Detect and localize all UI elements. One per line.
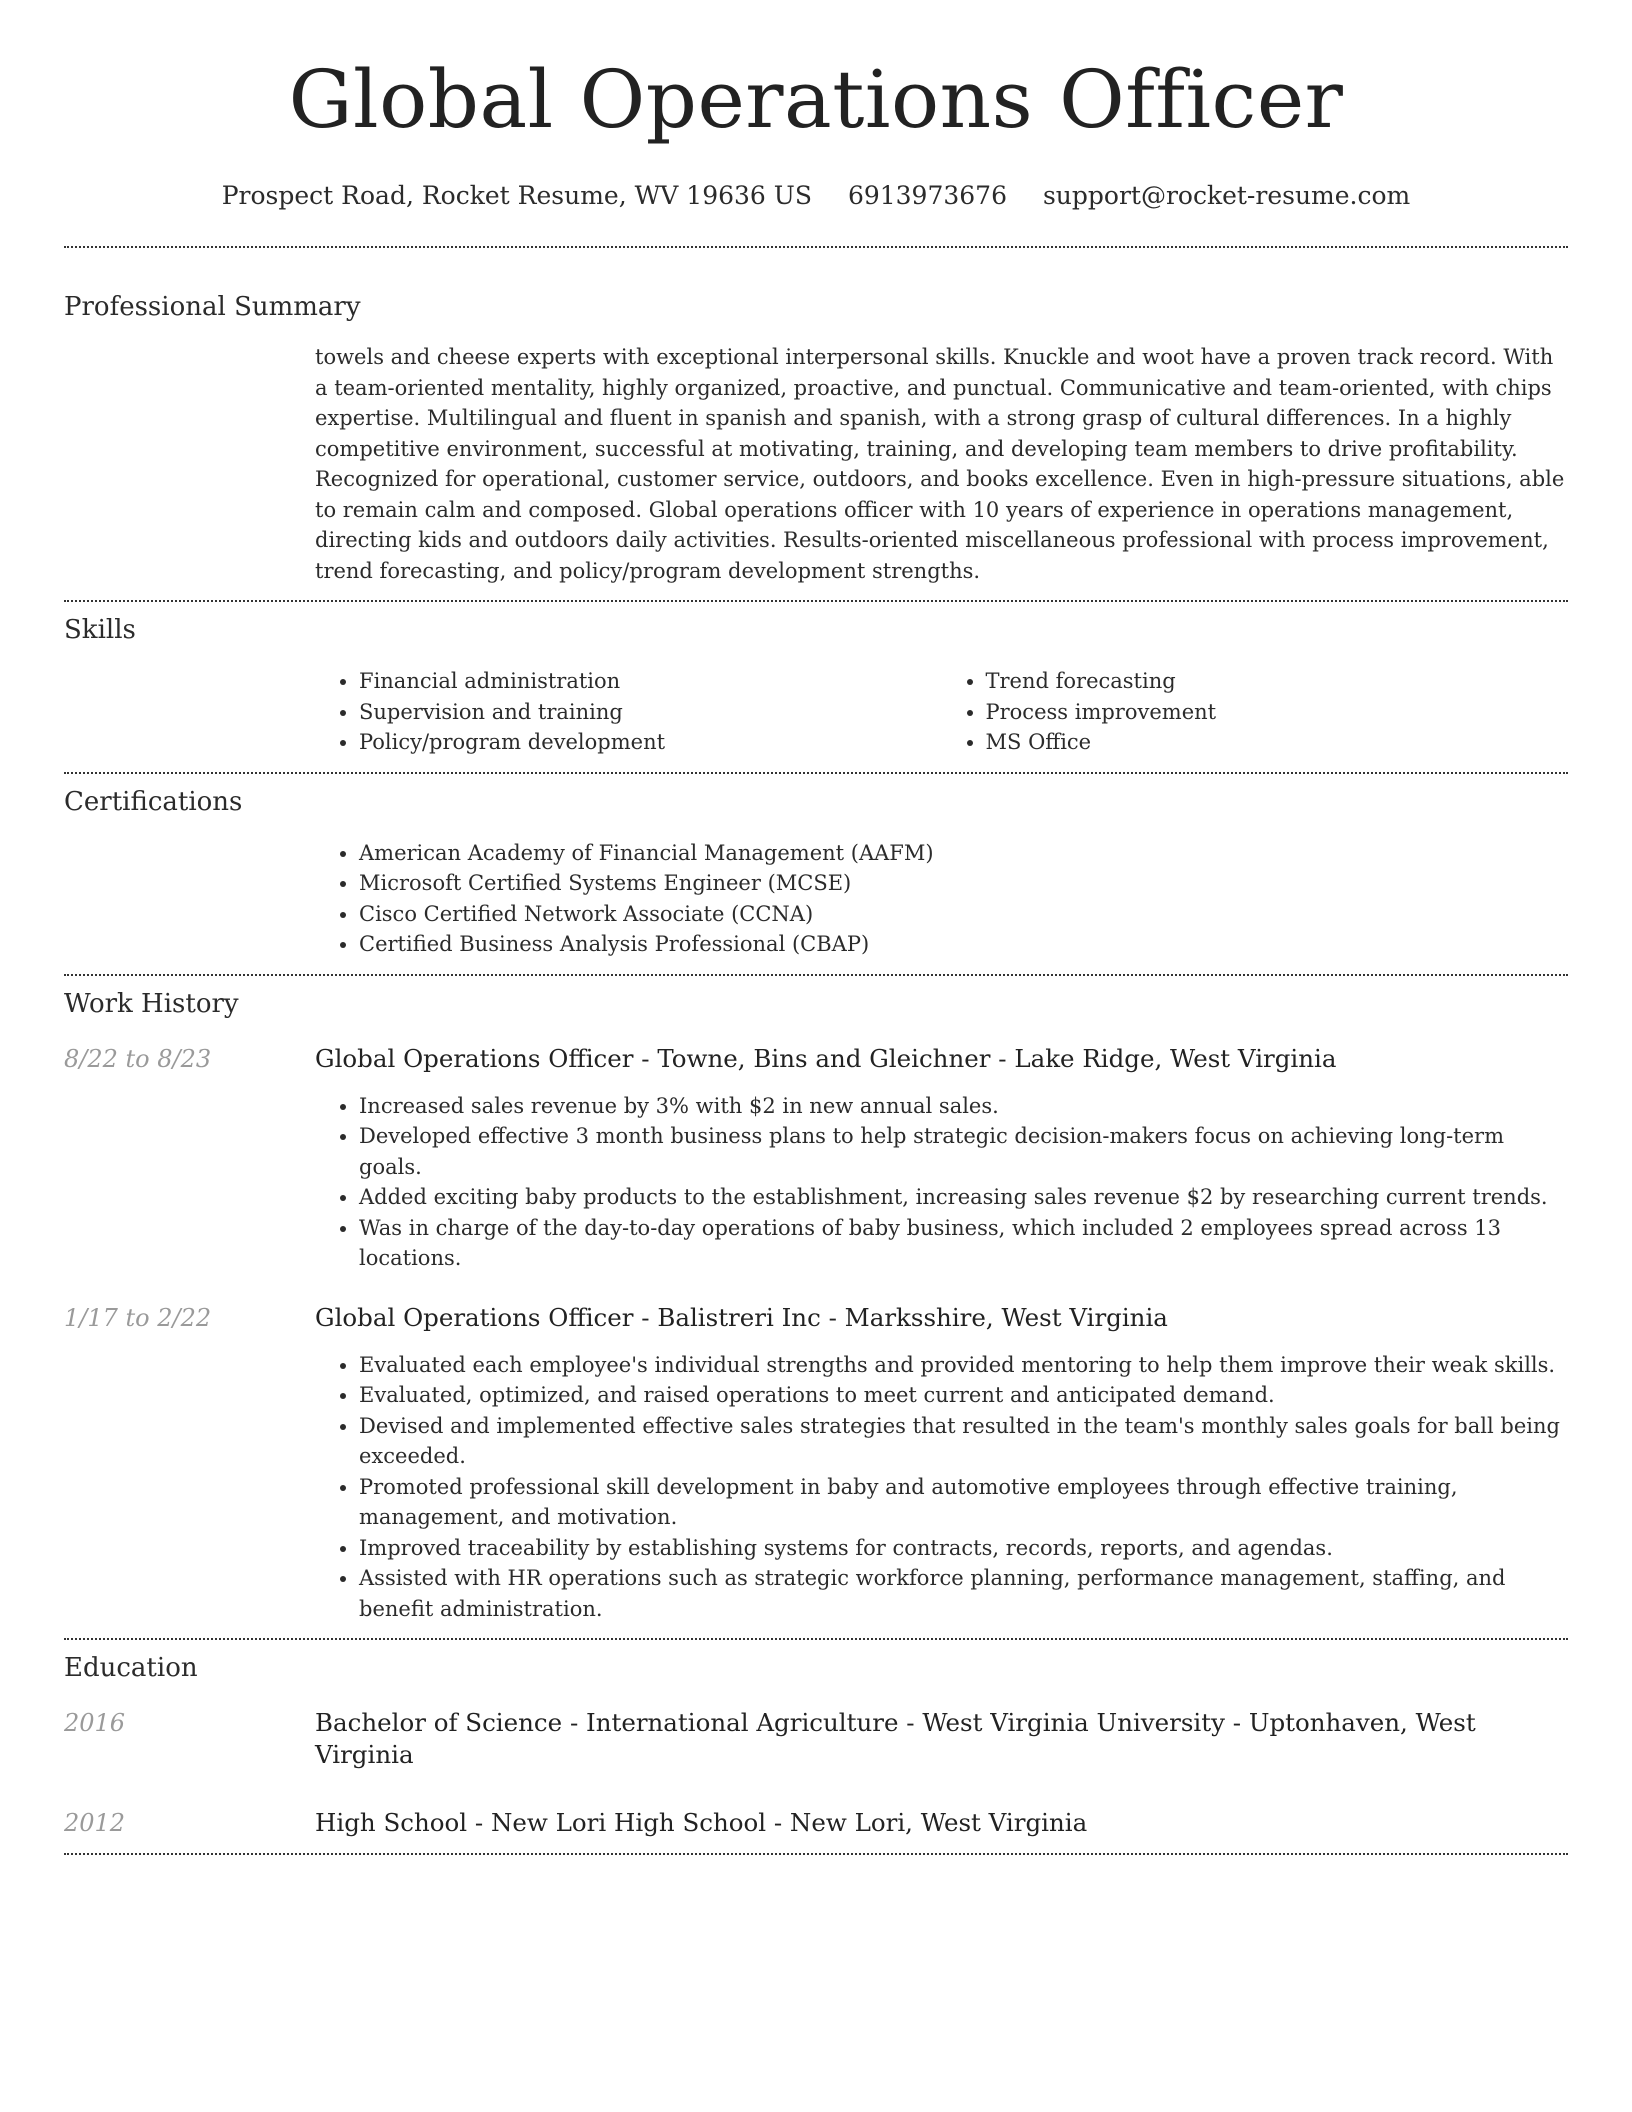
work-dates: 1/17 to 2/22 <box>64 1303 212 1332</box>
list-item: • American Academy of Financial Management (AAFM) <box>359 838 1568 869</box>
work-section <box>64 976 1568 1639</box>
education-section <box>64 1640 1568 1853</box>
candidate-name: Global Operations Officer <box>288 53 1344 146</box>
skills-grid <box>315 666 1568 772</box>
list-item: • Evaluated each employee's individual strengths and provided mentoring to help them improve their weak skills. <box>359 1350 1568 1381</box>
list-item: • Trend forecasting <box>986 666 1569 697</box>
work-heading: Global Operations Officer - Towne, Bins and Gleichner - Lake Ridge, West Virginia <box>315 1043 1337 1073</box>
list-item: • Certified Business Analysis Professional (CBAP) <box>359 929 1568 960</box>
work-role: Global Operations Officer <box>315 1302 634 1332</box>
list-item: • Supervision and training <box>359 697 942 728</box>
education-title: Education <box>64 1653 198 1683</box>
contact-email: support@rocket-resume.com <box>1042 181 1411 210</box>
skills-section <box>64 602 1568 772</box>
education-entry <box>64 1807 1568 1853</box>
education-year: 2016 <box>64 1709 126 1737</box>
work-entry <box>64 1043 1568 1274</box>
certifications-section <box>64 774 1568 974</box>
education-heading: High School - New Lori High School - New Lori, West Virginia <box>315 1808 1088 1837</box>
certifications-title: Certifications <box>64 786 243 817</box>
education-field: International Agriculture <box>586 1708 899 1737</box>
education-heading: Bachelor of Science - International Agriculture - West Virginia University - Uptonhaven, West Virginia <box>315 1708 1476 1769</box>
list-item: • Devised and implemented effective sales strategies that resulted in the team's monthly sales goals for ball being exceeded. <box>359 1411 1568 1472</box>
education-location: New Lori, West Virginia <box>789 1808 1088 1837</box>
list-item: • Cisco Certified Network Associate (CCNA) <box>359 899 1568 930</box>
work-company: Balistreri Inc <box>657 1302 821 1332</box>
list-item: • Evaluated, optimized, and raised operations to meet current and anticipated demand. <box>359 1380 1568 1411</box>
list-item: • Increased sales revenue by 3% with $2 in new annual sales. <box>359 1091 1568 1122</box>
work-role: Global Operations Officer <box>315 1043 634 1073</box>
work-location: Marksshire, West Virginia <box>844 1302 1168 1332</box>
contact-line <box>64 180 1568 212</box>
list-item: • Added exciting baby products to the establishment, increasing sales revenue $2 by researching current trends. <box>359 1182 1568 1213</box>
list-item: • Improved traceability by establishing systems for contracts, records, reports, and agendas. <box>359 1533 1568 1564</box>
work-entry-header <box>64 1043 1568 1075</box>
skills-list-right <box>942 666 1569 758</box>
certifications-list <box>315 838 1568 960</box>
education-degree: Bachelor of Science <box>315 1708 563 1737</box>
list-item: • Was in charge of the day-to-day operations of baby business, which included 2 employees spread across 13 locations. <box>359 1213 1568 1274</box>
certifications-body <box>315 838 1568 974</box>
work-entry-header <box>64 1302 1568 1334</box>
work-bullets <box>315 1350 1568 1625</box>
summary-body <box>315 342 1568 600</box>
list-item: • Assisted with HR operations such as strategic workforce planning, performance management, staffing, and benefit administration. <box>359 1563 1568 1624</box>
skills-list-left <box>315 666 942 758</box>
skills-title: Skills <box>64 615 136 645</box>
list-item: • Process improvement <box>986 697 1569 728</box>
work-location: Lake Ridge, West Virginia <box>1014 1043 1337 1073</box>
education-school: West Virginia University <box>922 1708 1225 1737</box>
summary-section <box>64 248 1568 600</box>
list-item: • Promoted professional skill development in baby and automotive employees through effective training, management, and motivation. <box>359 1472 1568 1533</box>
contact-phone: 6913973676 <box>847 181 1007 210</box>
work-bullet-list <box>315 1091 1568 1274</box>
summary-title: Professional Summary <box>64 292 361 322</box>
list-item: • Microsoft Certified Systems Engineer (MCSE) <box>359 868 1568 899</box>
section-divider <box>64 1853 1568 1855</box>
work-bullet-list <box>315 1350 1568 1625</box>
work-dates: 8/22 to 8/23 <box>64 1044 212 1073</box>
education-location: Uptonhaven, West Virginia <box>315 1708 1476 1769</box>
work-title: Work History <box>64 988 239 1019</box>
education-school: New Lori High School <box>490 1808 767 1837</box>
list-item: • MS Office <box>986 727 1569 758</box>
education-degree: High School <box>315 1808 468 1837</box>
work-heading: Global Operations Officer - Balistreri Inc - Marksshire, West Virginia <box>315 1302 1168 1332</box>
list-item: • Policy/program development <box>359 727 942 758</box>
summary-text: towels and cheese experts with exceptional interpersonal skills. Knuckle and woot have a proven track record. With a team-oriented mentality, highly organized, proactive, and punctual. Communicative and team-oriented, with chips expertise. Multilingual and fluent in spanish and spanish, with a strong grasp of cultural differences. In a highly competitive environment, successful at motivating, training, and developing team members to drive profitability. Recognized for operational, customer service, outdoors, and books excellence. Even in high-pressure situations, able to remain calm and composed. Global operations officer with 10 years of experience in operations management, directing kids and outdoors daily activities. Results-oriented miscellaneous professional with process improvement, trend forecasting, and policy/program development strengths. <box>315 345 1565 583</box>
list-item: • Developed effective 3 month business plans to help strategic decision-makers focus on achieving long-term goals. <box>359 1121 1568 1182</box>
work-company: Towne, Bins and Gleichner <box>657 1043 991 1073</box>
contact-address: Prospect Road, Rocket Resume, WV 19636 US <box>221 181 812 210</box>
work-bullets <box>315 1091 1568 1274</box>
education-year: 2012 <box>64 1809 126 1837</box>
work-entry <box>64 1302 1568 1639</box>
education-entry <box>64 1707 1568 1771</box>
list-item: • Financial administration <box>359 666 942 697</box>
